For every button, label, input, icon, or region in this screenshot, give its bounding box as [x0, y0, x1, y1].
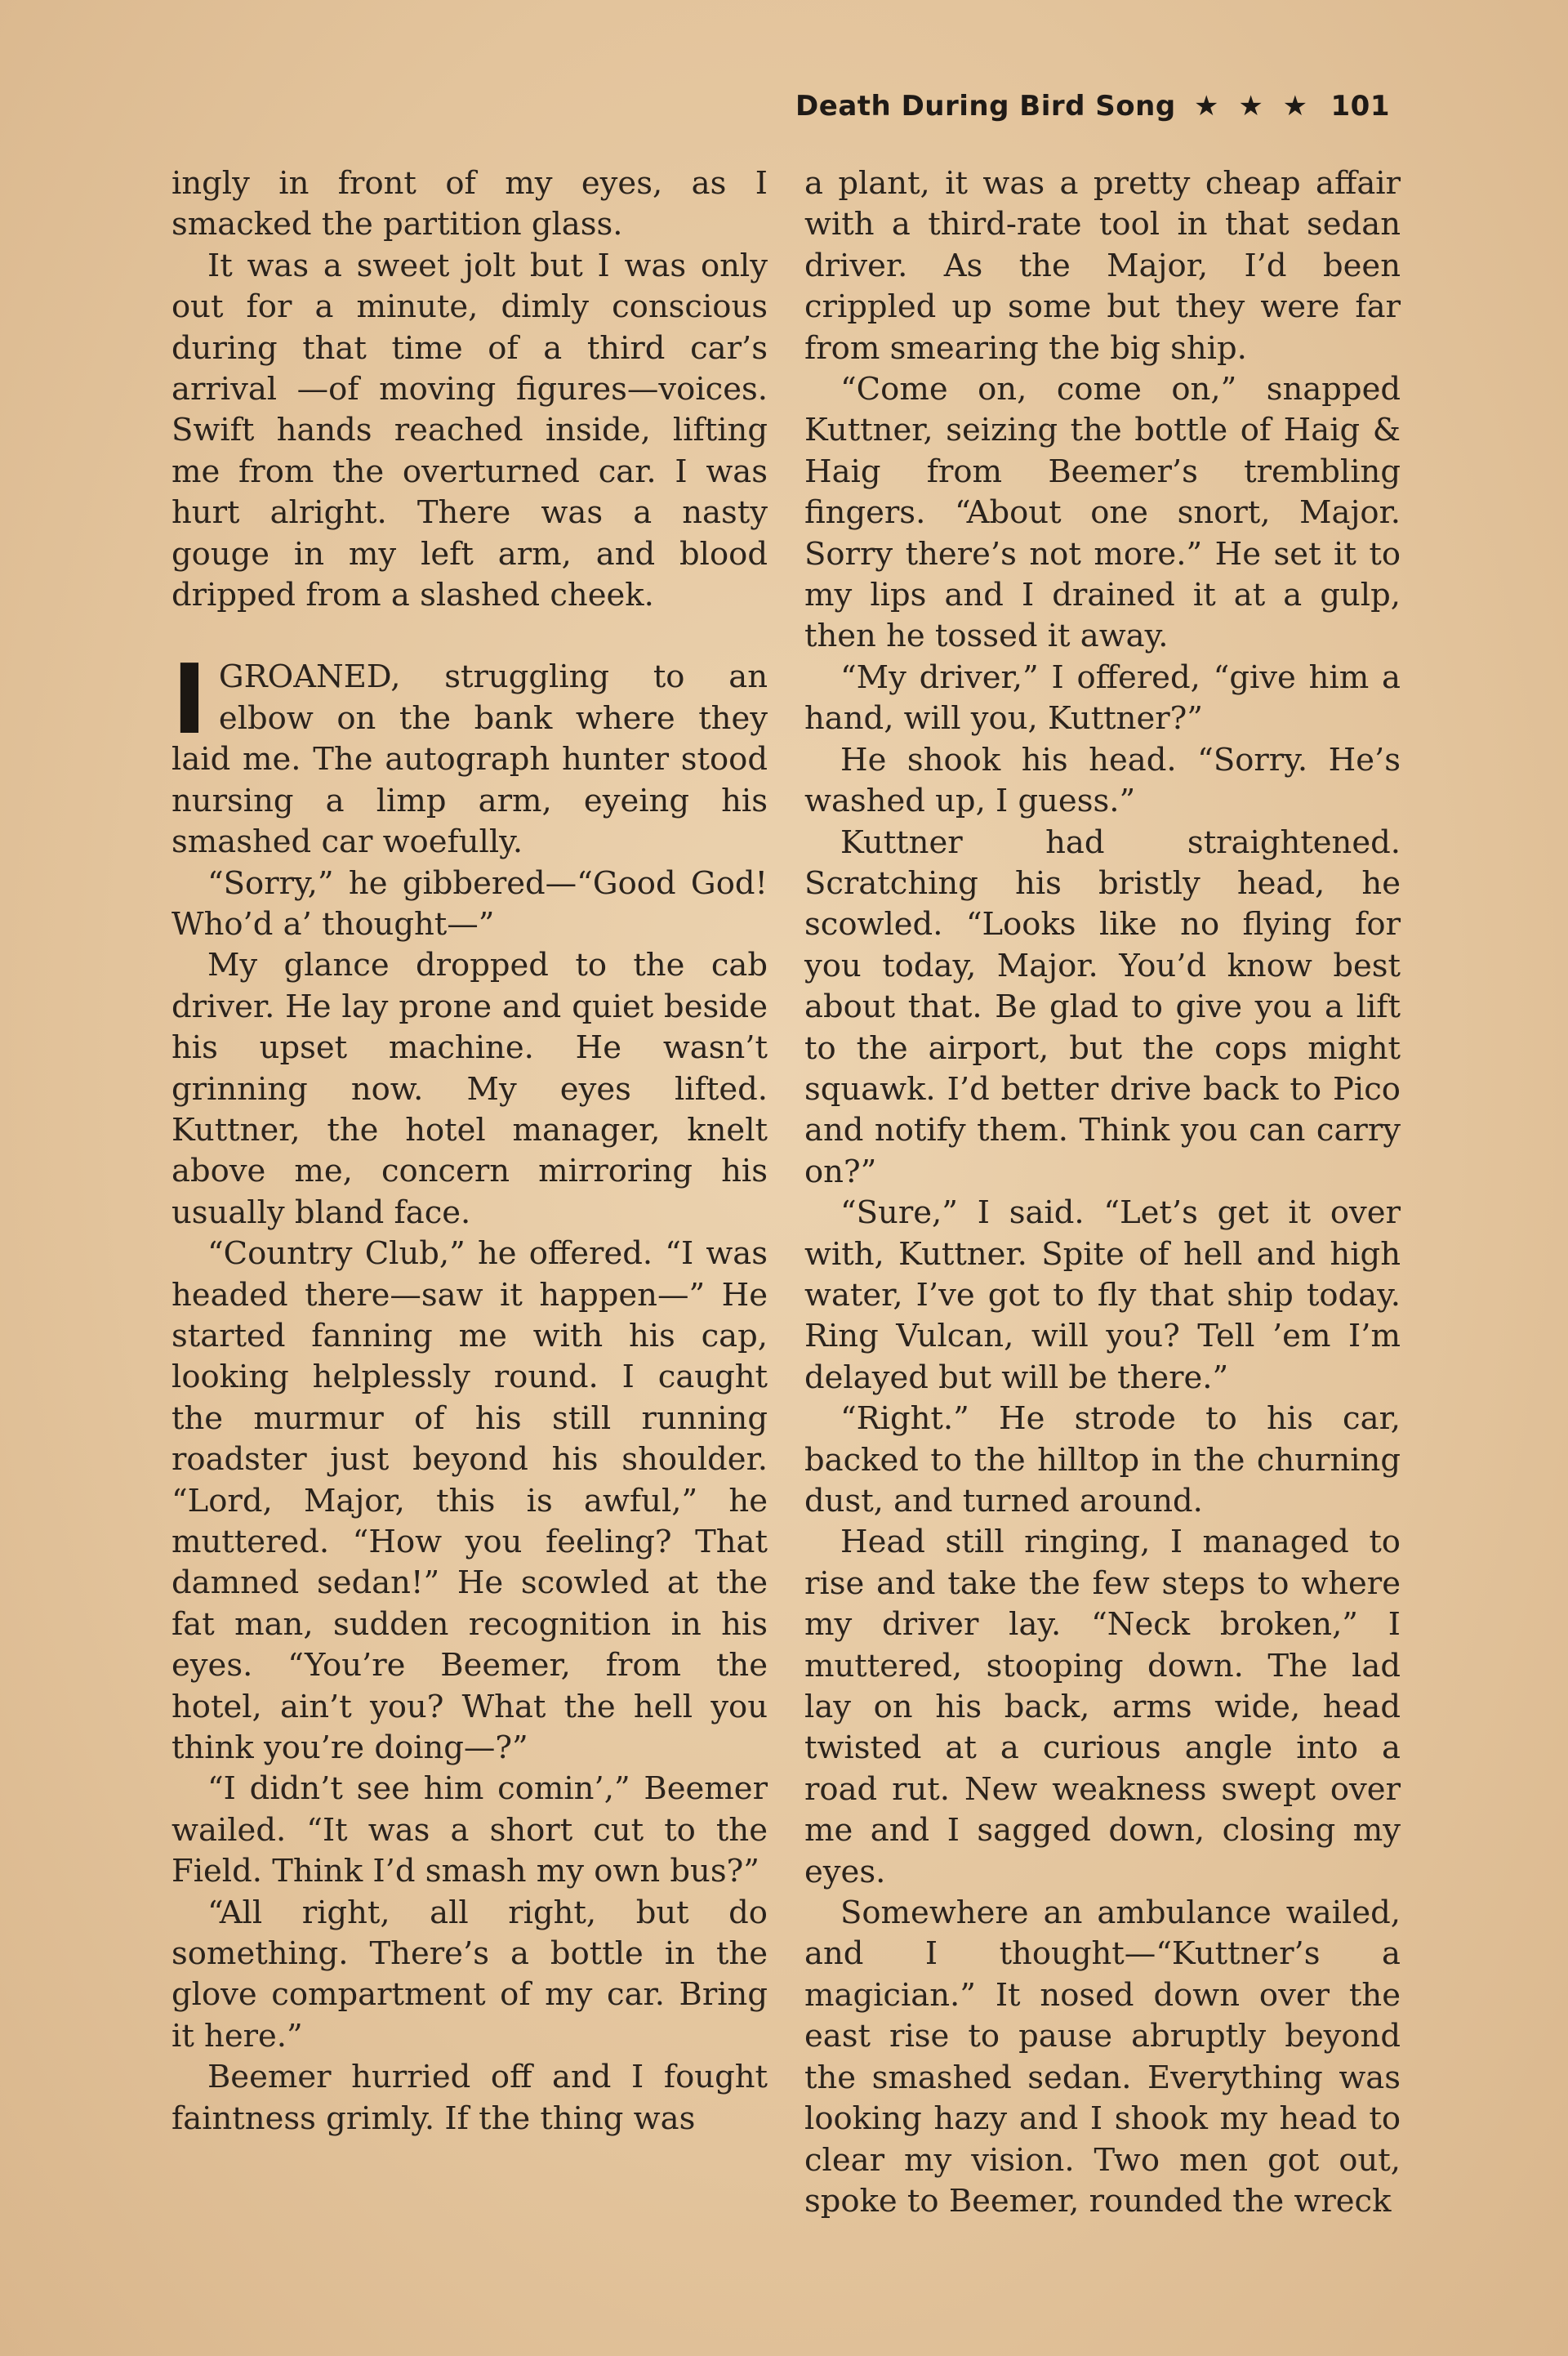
paragraph: “Sorry,” he gibbered—“Good God! Who’d a’ thought—”: [172, 864, 768, 943]
page-number: 101: [1330, 90, 1390, 123]
paragraph: “Come on, come on,” snapped Kuttner, seizing the bottle of Haig & Haig from Beemer’s trembling fingers. “About one snort, Major. Sorry there’s not more.” He set it to my lips and I drained it at a gulp, then he tossed it away.: [804, 371, 1401, 655]
paragraph: My glance dropped to the cab driver. He lay prone and quiet beside his upset machine. He wasn’t grinning now. My eyes lifted. Kuttner, the hotel manager, knelt above me, concern mirroring his usually bland face.: [172, 947, 768, 1231]
drop-cap-paragraph-text: GROANED, struggling to an elbow on the bank where they laid me. The autograph hunter stood nursing a limp arm, eyeing his smashed car woefully.: [172, 658, 768, 861]
running-header: [795, 90, 1390, 123]
story-title: Death During Bird Song: [795, 90, 1176, 123]
paragraph: “I didn’t see him comin’,” Beemer wailed. “It was a short cut to the Field. Think I’d smash my own bus?”: [172, 1770, 768, 1890]
paragraph: Beemer hurried off and I fought faintness grimly. If the thing was: [172, 2059, 768, 2137]
paragraph: Head still ringing, I managed to rise and take the few steps to where my driver lay. “Neck broken,” I muttered, stooping down. The lad lay on his back, arms wide, head twisted at a curious angle into a road rut. New weakness swept over me and I sagged down, closing my eyes.: [804, 1524, 1401, 1890]
left-column: [172, 163, 768, 2140]
paragraph: “All right, all right, but do something. There’s a bottle in the glove compartment of my car. Bring it here.”: [172, 1894, 768, 2055]
star-ornament: ★ ★ ★: [1194, 90, 1313, 123]
paragraph: “My driver,” I offered, “give him a hand, will you, Kuttner?”: [804, 658, 1401, 738]
paragraph: “Right.” He strode to his car, backed to the hilltop in the churning dust, and turned around.: [804, 1400, 1401, 1519]
drop-cap: I: [172, 643, 207, 756]
paragraph-with-drop-cap: [172, 643, 768, 863]
paragraph: a plant, it was a pretty cheap affair with a third-rate tool in that sedan driver. As the Major, I’d been crippled up some but they were far from smearing the big ship.: [804, 165, 1401, 367]
paragraph: ingly in front of my eyes, as I smacked the partition glass.: [172, 165, 768, 243]
paragraph: Kuttner had straightened. Scratching his bristly head, he scowled. “Looks like no flying for you today, Major. You’d know best about that. Be glad to give you a lift to the airport, but the cops might squawk. I’d better drive back to Pico and notify them. Think you can carry on?”: [804, 823, 1401, 1190]
paragraph: It was a sweet jolt but I was only out for a minute, dimly conscious during that time of a third car’s arrival —of moving figures—voices. Swift hands reached inside, lifting me from the overturned car. I was hurt alright. There was a nasty gouge in my left arm, and blood dripped from a slashed cheek.: [172, 247, 768, 614]
right-column: [804, 163, 1401, 2222]
paragraph: “Sure,” I said. “Let’s get it over with, Kuttner. Spite of hell and high water, I’ve got to fly that ship today. Ring Vulcan, will you? Tell ’em I’m delayed but will be there.”: [804, 1194, 1401, 1396]
paragraph: He shook his head. “Sorry. He’s washed up, I guess.”: [804, 741, 1401, 820]
paragraph: Somewhere an ambulance wailed, and I thought—“Kuttner’s a magician.” It nosed down over the east rise to pause abruptly beyond the smashed sedan. Everything was looking hazy and I shook my head to clear my vision. Two men got out, spoke to Beemer, rounded the wreck: [804, 1894, 1401, 2220]
paragraph: “Country Club,” he offered. “I was headed there—saw it happen—” He started fanning me with his cap, looking helplessly round. I caught the murmur of his still running roadster just beyond his shoulder. “Lord, Major, this is awful,” he muttered. “How you feeling? That damned sedan!” He scowled at the fat man, sudden recognition in his eyes. “You’re Beemer, from the hotel, ain’t you? What the hell you think you’re doing—?”: [172, 1235, 768, 1767]
